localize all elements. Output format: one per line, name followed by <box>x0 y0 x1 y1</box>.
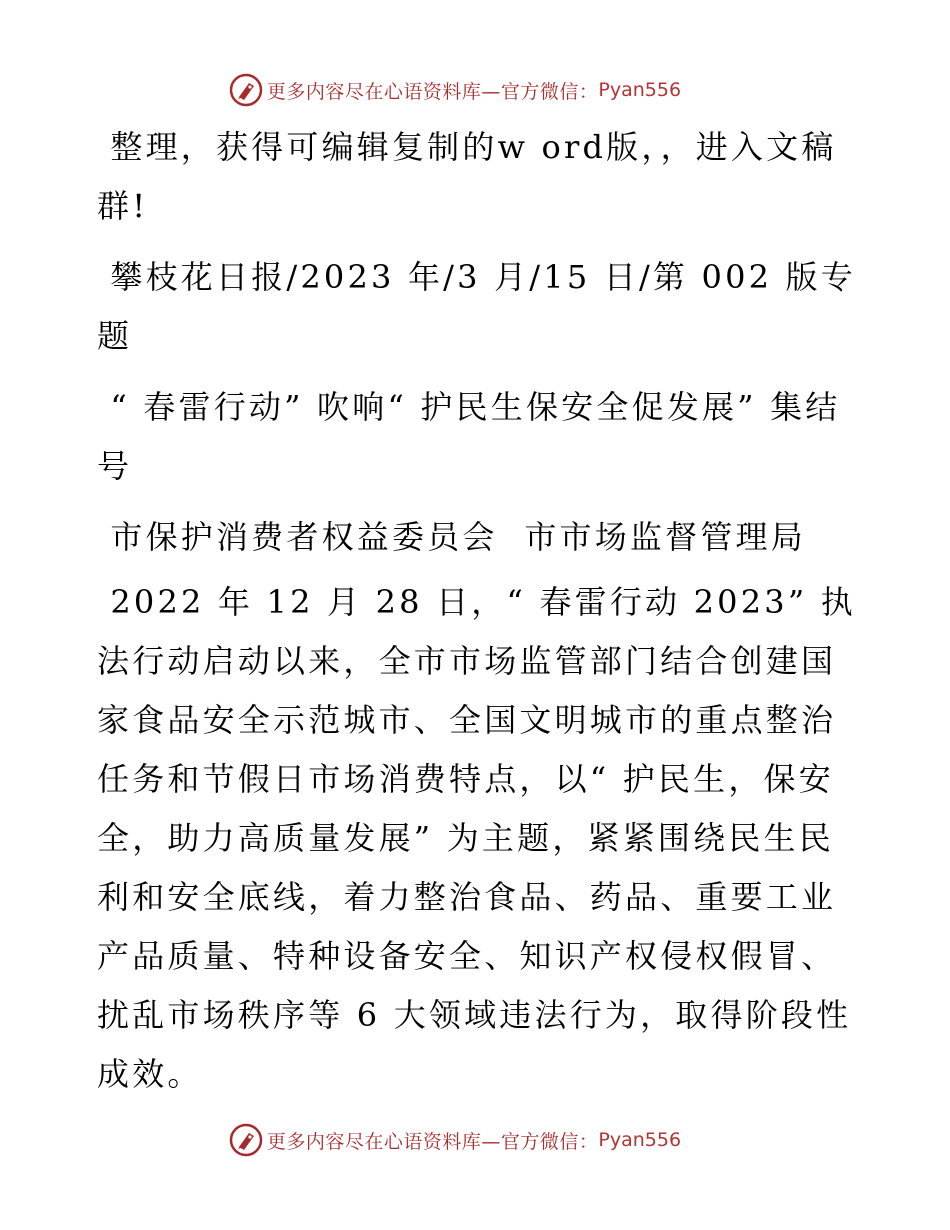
watermark-text: 更多内容尽在心语资料库—官方微信： <box>266 1130 599 1153</box>
article-headline: “ 春雷行动” 吹响“ 护民生保安全促发展” 集结号 <box>97 388 841 485</box>
body-paragraph: 2022 年 12 月 28 日，“ 春雷行动 2023” 执法行动启动以来，全市市场监管部门结合创建国家食品安全示范城市、全国文明城市的重点整治任务和节假日市场消费特点，以“ 护民生，保安全，助力高质量发展” 为主题，紧紧围绕民生民利和安全底线，着力整治食品、药品、重要工业产品质量、特种设备安全、知识产权侵权假冒、扰乱市场秩序等 6 大领域违法行为，取得阶段性成效。 <box>97 583 856 1093</box>
watermark-wechat-id: Pyan556 <box>598 1129 682 1151</box>
header-watermark <box>0 70 950 110</box>
article-authors: 市保护消费者权益委员会 市市场监督管理局 <box>97 518 806 556</box>
intro-paragraph: 整理，获得可编辑复制的w ord版，，进入文稿群! <box>97 128 837 225</box>
document-body <box>97 118 857 1104</box>
footer-watermark <box>0 1120 950 1160</box>
pen-nib-logo-icon <box>229 1123 263 1157</box>
watermark-wechat-id: Pyan556 <box>598 79 682 101</box>
watermark-text: 更多内容尽在心语资料库—官方微信： <box>266 80 599 103</box>
source-line: 攀枝花日报/2023 年/3 月/15 日/第 002 版专题 <box>97 258 856 355</box>
pen-nib-logo-icon <box>229 73 263 107</box>
